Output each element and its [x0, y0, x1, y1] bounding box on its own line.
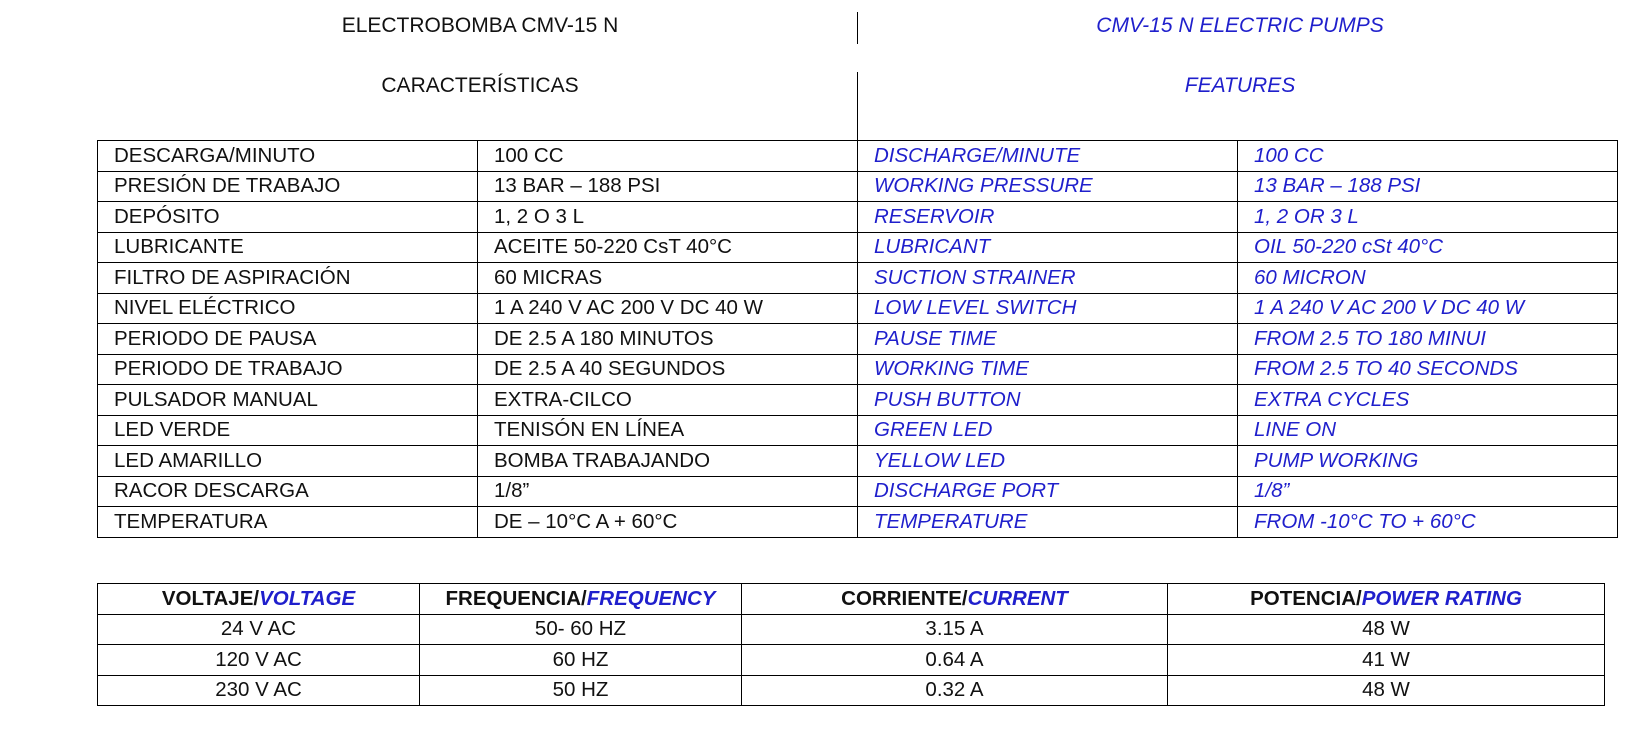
header-power-en: POWER RATING	[1361, 586, 1522, 610]
power-cell: 41 W	[1168, 645, 1605, 676]
features-table-body	[98, 141, 1618, 538]
feature-label-en: DISCHARGE PORT	[858, 476, 1238, 507]
feature-label-es: PRESIÓN DE TRABAJO	[98, 171, 478, 202]
voltage-cell: 120 V AC	[98, 645, 420, 676]
feature-row	[98, 354, 1618, 385]
feature-label-en: LUBRICANT	[858, 232, 1238, 263]
feature-value-en: PUMP WORKING	[1238, 446, 1618, 477]
header-current-es: CORRIENTE/	[841, 586, 968, 610]
header-frequency	[420, 584, 742, 615]
frequency-cell: 60 HZ	[420, 645, 742, 676]
header-voltage-en: VOLTAGE	[259, 586, 356, 610]
electrical-row	[98, 675, 1605, 706]
header-frequency-en: FREQUENCY	[586, 586, 716, 610]
spanish-subtitle: CARACTERÍSTICAS	[381, 74, 579, 97]
feature-value-es: ACEITE 50-220 CsT 40°C	[478, 232, 858, 263]
header-voltage-es: VOLTAJE/	[161, 586, 260, 610]
feature-value-en: 100 CC	[1238, 141, 1618, 172]
current-cell: 3.15 A	[742, 614, 1168, 645]
english-title: CMV-15 N ELECTRIC PUMPS	[1096, 14, 1384, 37]
header-current-en: CURRENT	[967, 586, 1068, 610]
feature-value-en: FROM 2.5 TO 40 SECONDS	[1238, 354, 1618, 385]
feature-label-es: DEPÓSITO	[98, 202, 478, 233]
header-frequency-es: FREQUENCIA/	[445, 586, 587, 610]
feature-value-en: 13 BAR – 188 PSI	[1238, 171, 1618, 202]
feature-label-en: DISCHARGE/MINUTE	[858, 141, 1238, 172]
feature-value-es: TENISÓN EN LÍNEA	[478, 415, 858, 446]
feature-label-es: LED AMARILLO	[98, 446, 478, 477]
power-cell: 48 W	[1168, 614, 1605, 645]
feature-value-es: DE – 10°C A + 60°C	[478, 507, 858, 538]
feature-label-es: LUBRICANTE	[98, 232, 478, 263]
feature-row	[98, 293, 1618, 324]
header-current	[742, 584, 1168, 615]
feature-row	[98, 415, 1618, 446]
subtitle-divider	[857, 72, 858, 140]
feature-label-en: YELLOW LED	[858, 446, 1238, 477]
feature-label-en: LOW LEVEL SWITCH	[858, 293, 1238, 324]
header-power-es: POTENCIA/	[1250, 586, 1362, 610]
electrical-row	[98, 645, 1605, 676]
feature-label-en: WORKING PRESSURE	[858, 171, 1238, 202]
feature-row	[98, 141, 1618, 172]
feature-label-en: SUCTION STRAINER	[858, 263, 1238, 294]
feature-row	[98, 476, 1618, 507]
feature-label-en: RESERVOIR	[858, 202, 1238, 233]
feature-value-es: DE 2.5 A 40 SEGUNDOS	[478, 354, 858, 385]
feature-value-es: 60 MICRAS	[478, 263, 858, 294]
feature-value-es: EXTRA-CILCO	[478, 385, 858, 416]
feature-value-en: 1, 2 OR 3 L	[1238, 202, 1618, 233]
electrical-table	[97, 583, 1605, 706]
header-divider	[857, 12, 858, 44]
voltage-cell: 230 V AC	[98, 675, 420, 706]
feature-label-es: RACOR DESCARGA	[98, 476, 478, 507]
english-subtitle: FEATURES	[1184, 74, 1296, 97]
feature-value-es: DE 2.5 A 180 MINUTOS	[478, 324, 858, 355]
feature-label-en: TEMPERATURE	[858, 507, 1238, 538]
electrical-header-row	[98, 584, 1605, 615]
feature-row	[98, 385, 1618, 416]
feature-value-en: 60 MICRON	[1238, 263, 1618, 294]
feature-row	[98, 507, 1618, 538]
feature-row	[98, 171, 1618, 202]
feature-label-en: GREEN LED	[858, 415, 1238, 446]
feature-value-es: 100 CC	[478, 141, 858, 172]
feature-row	[98, 446, 1618, 477]
feature-value-en: 1/8”	[1238, 476, 1618, 507]
electrical-table-body	[98, 614, 1605, 706]
feature-value-en: LINE ON	[1238, 415, 1618, 446]
electrical-row	[98, 614, 1605, 645]
feature-label-es: NIVEL ELÉCTRICO	[98, 293, 478, 324]
feature-value-en: EXTRA CYCLES	[1238, 385, 1618, 416]
feature-label-es: FILTRO DE ASPIRACIÓN	[98, 263, 478, 294]
current-cell: 0.64 A	[742, 645, 1168, 676]
feature-label-es: PERIODO DE TRABAJO	[98, 354, 478, 385]
feature-value-es: BOMBA TRABAJANDO	[478, 446, 858, 477]
feature-label-en: WORKING TIME	[858, 354, 1238, 385]
features-table	[97, 140, 1618, 538]
feature-row	[98, 202, 1618, 233]
feature-label-es: PERIODO DE PAUSA	[98, 324, 478, 355]
voltage-cell: 24 V AC	[98, 614, 420, 645]
feature-label-en: PAUSE TIME	[858, 324, 1238, 355]
feature-label-es: DESCARGA/MINUTO	[98, 141, 478, 172]
feature-value-en: FROM -10°C TO + 60°C	[1238, 507, 1618, 538]
spanish-title: ELECTROBOMBA CMV-15 N	[341, 14, 619, 37]
feature-label-es: TEMPERATURA	[98, 507, 478, 538]
frequency-cell: 50- 60 HZ	[420, 614, 742, 645]
feature-label-en: PUSH BUTTON	[858, 385, 1238, 416]
feature-value-es: 1 A 240 V AC 200 V DC 40 W	[478, 293, 858, 324]
feature-label-es: LED VERDE	[98, 415, 478, 446]
feature-row	[98, 324, 1618, 355]
feature-row	[98, 232, 1618, 263]
feature-label-es: PULSADOR MANUAL	[98, 385, 478, 416]
feature-value-es: 13 BAR – 188 PSI	[478, 171, 858, 202]
power-cell: 48 W	[1168, 675, 1605, 706]
header-voltage	[98, 584, 420, 615]
feature-value-es: 1, 2 O 3 L	[478, 202, 858, 233]
feature-value-en: FROM 2.5 TO 180 MINUI	[1238, 324, 1618, 355]
current-cell: 0.32 A	[742, 675, 1168, 706]
header-power	[1168, 584, 1605, 615]
feature-value-en: 1 A 240 V AC 200 V DC 40 W	[1238, 293, 1618, 324]
feature-value-es: 1/8”	[478, 476, 858, 507]
frequency-cell: 50 HZ	[420, 675, 742, 706]
feature-value-en: OIL 50-220 cSt 40°C	[1238, 232, 1618, 263]
feature-row	[98, 263, 1618, 294]
